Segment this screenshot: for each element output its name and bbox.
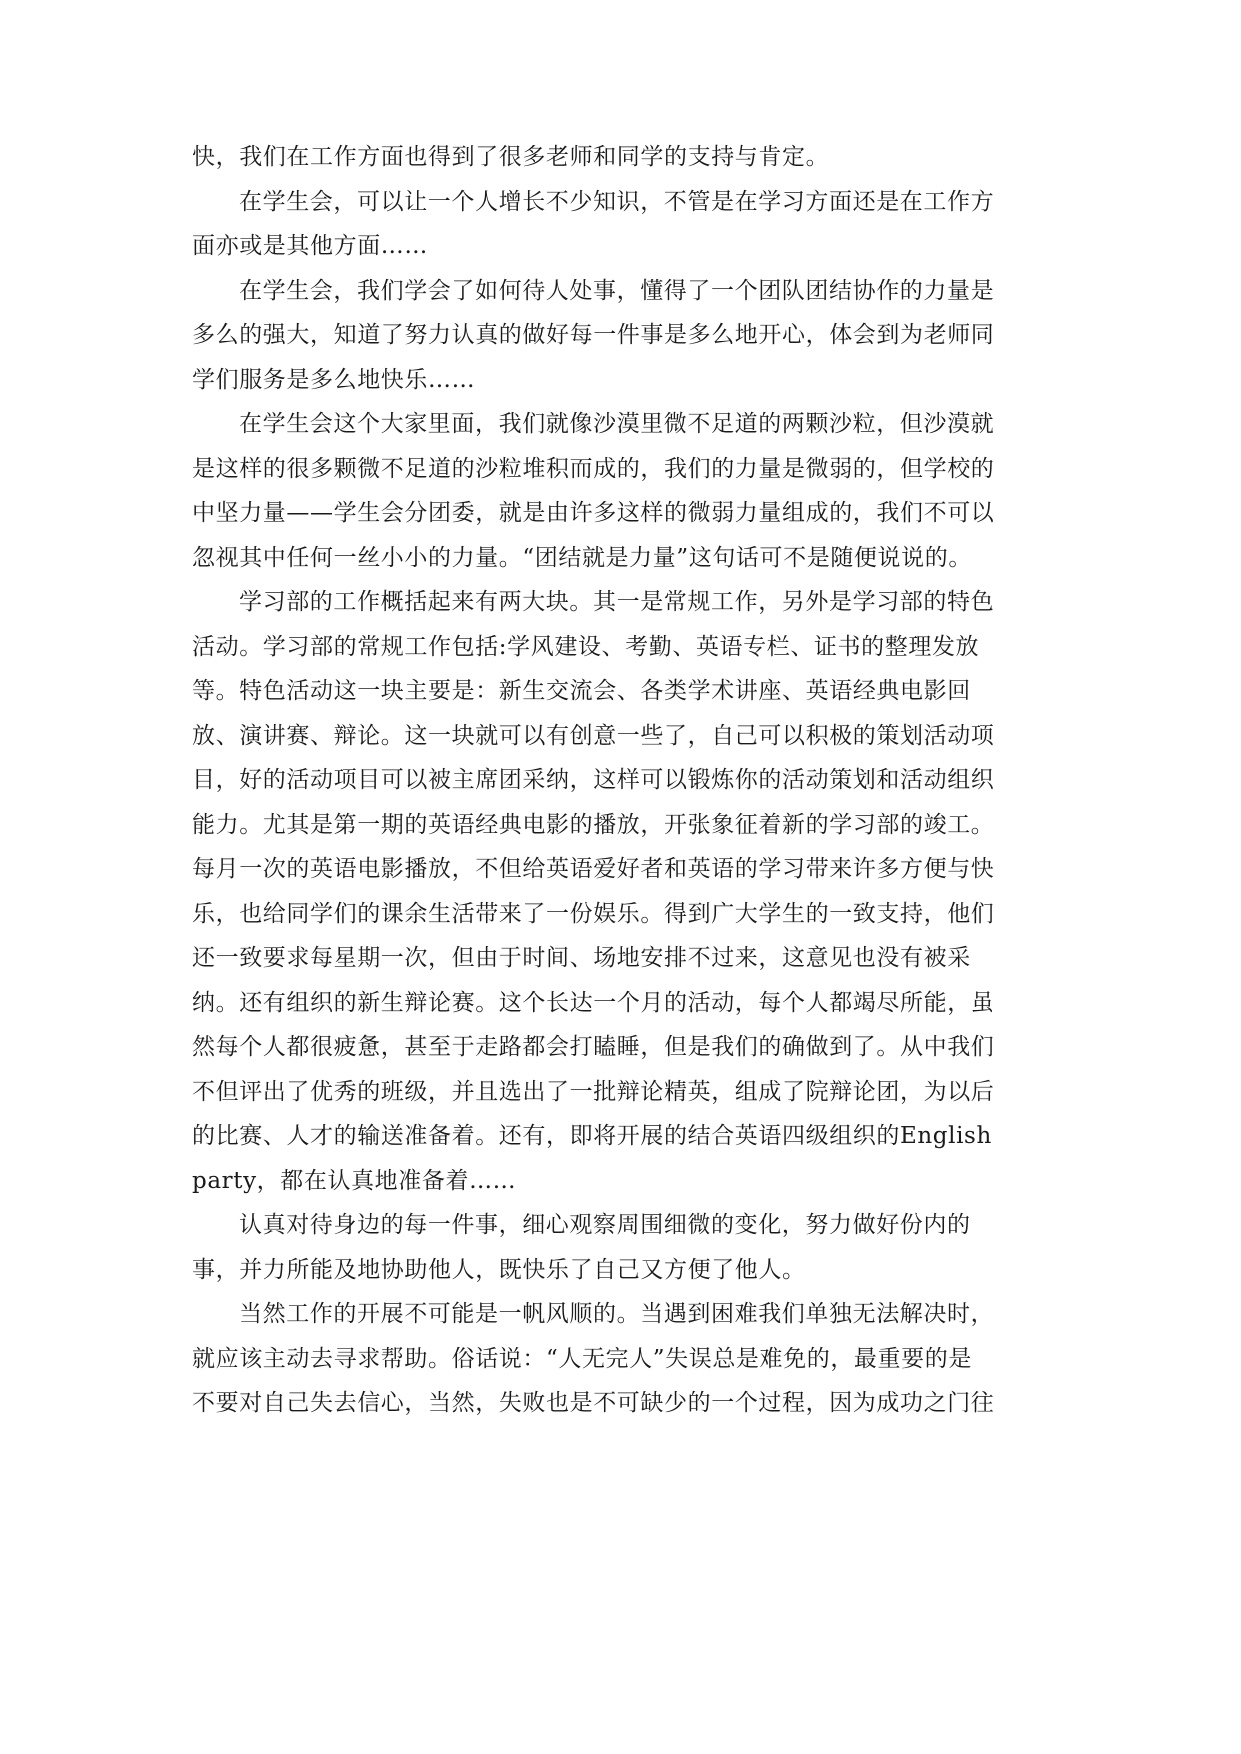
text-line: party，都在认真地准备着……: [192, 1168, 517, 1194]
text-line: 能力。尤其是第一期的英语经典电影的播放，开张象征着新的学习部的竣工。: [192, 812, 995, 838]
text-line: 不要对自己失去信心，当然，失败也是不可缺少的一个过程，因为成功之门往: [192, 1390, 995, 1416]
text-line: 不但评出了优秀的班级，并且选出了一批辩论精英，组成了院辩论团，为以后: [192, 1079, 995, 1105]
paragraph-first-line: 在学生会，可以让一个人增长不少知识，不管是在学习方面还是在工作方: [239, 189, 995, 215]
text-line: 还一致要求每星期一次，但由于时间、场地安排不过来，这意见也没有被采: [192, 945, 971, 971]
text-line: 等。特色活动这一块主要是：新生交流会、各类学术讲座、英语经典电影回: [192, 678, 971, 704]
paragraph-first-line: 在学生会这个大家里面，我们就像沙漠里微不足道的两颗沙粒，但沙漠就: [239, 411, 995, 437]
text-line: 面亦或是其他方面……: [192, 233, 428, 259]
text-line: 忽视其中任何一丝小小的力量。“团结就是力量”这句话可不是随便说说的。: [192, 545, 972, 571]
text-line: 纳。还有组织的新生辩论赛。这个长达一个月的活动，每个人都竭尽所能，虽: [192, 990, 995, 1016]
text-line: 就应该主动去寻求帮助。俗话说：“人无完人”失误总是难免的，最重要的是: [192, 1346, 972, 1372]
text-line: 多么的强大，知道了努力认真的做好每一件事是多么地开心，体会到为老师同: [192, 322, 995, 348]
paragraph-first-line: 认真对待身边的每一件事，细心观察周围细微的变化，努力做好份内的: [239, 1212, 971, 1238]
text-line: 然每个人都很疲惫，甚至于走路都会打瞌睡，但是我们的确做到了。从中我们: [192, 1034, 995, 1060]
text-line: 是这样的很多颗微不足道的沙粒堆积而成的，我们的力量是微弱的，但学校的: [192, 456, 995, 482]
paragraph-first-line: 当然工作的开展不可能是一帆风顺的。当遇到困难我们单独无法解决时，: [239, 1301, 995, 1327]
text-line: 中坚力量——学生会分团委，就是由许多这样的微弱力量组成的，我们不可以: [192, 500, 995, 526]
text-line: 乐，也给同学们的课余生活带来了一份娱乐。得到广大学生的一致支持，他们: [192, 901, 995, 927]
text-line: 事，并力所能及地协助他人，既快乐了自己又方便了他人。: [192, 1257, 806, 1283]
text-line: 放、演讲赛、辩论。这一块就可以有创意一些了，自己可以积极的策划活动项: [192, 723, 995, 749]
text-line: 目，好的活动项目可以被主席团采纳，这样可以锻炼你的活动策划和活动组织: [192, 767, 995, 793]
paragraph-first-line: 在学生会，我们学会了如何待人处事，懂得了一个团队团结协作的力量是: [239, 278, 995, 304]
text-line: 的比赛、人才的输送准备着。还有，即将开展的结合英语四级组织的English: [192, 1123, 992, 1149]
paragraph-first-line: 学习部的工作概括起来有两大块。其一是常规工作，另外是学习部的特色: [239, 589, 995, 615]
text-line: 活动。学习部的常规工作包括:学风建设、考勤、英语专栏、证书的整理发放: [192, 634, 980, 660]
text-line: 快，我们在工作方面也得到了很多老师和同学的支持与肯定。: [192, 144, 830, 170]
text-line: 每月一次的英语电影播放，不但给英语爱好者和英语的学习带来许多方便与快: [192, 856, 995, 882]
text-line: 学们服务是多么地快乐……: [192, 367, 476, 393]
